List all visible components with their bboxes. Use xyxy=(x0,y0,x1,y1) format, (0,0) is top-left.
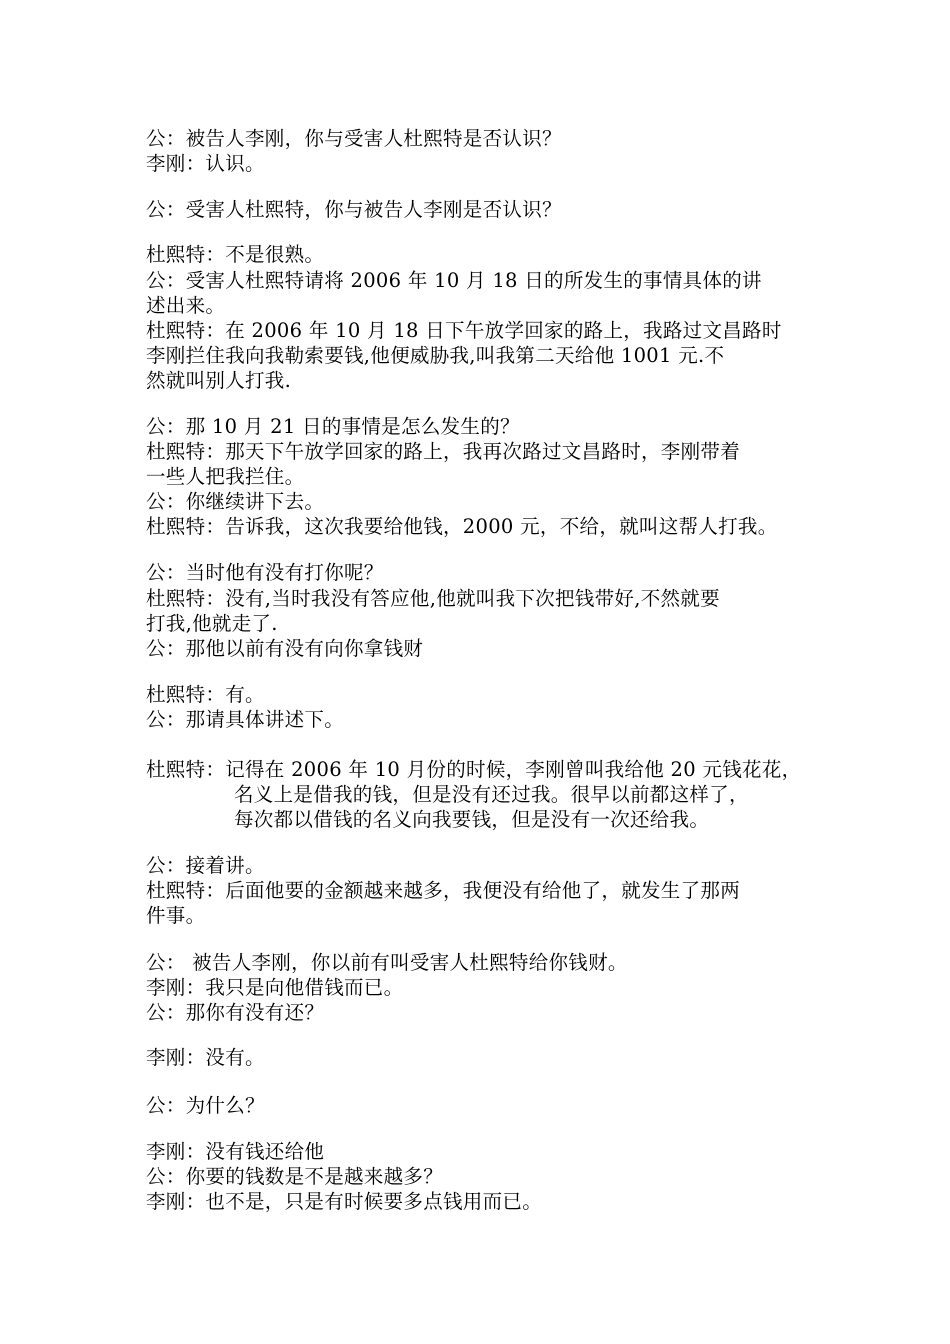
transcript-line: 公：受害人杜熙特请将 2006 年 10 月 18 日的所发生的事情具体的讲 xyxy=(146,269,762,292)
transcript-line: 公：那你有没有还？ xyxy=(146,1001,325,1024)
transcript-line: 公：那 10 月 21 日的事情是怎么发生的？ xyxy=(146,415,520,438)
transcript-line: 杜熙特：那天下午放学回家的路上，我再次路过文昌路时，李刚带着 xyxy=(146,440,741,463)
transcript-line: 李刚拦住我向我勒索要钱,他便威胁我,叫我第二天给他 1001 元.不 xyxy=(146,344,725,367)
transcript-line: 公：你要的钱数是不是越来越多？ xyxy=(146,1165,444,1188)
transcript-line: 一些人把我拦住。 xyxy=(146,465,305,488)
transcript-line: 然就叫别人打我. xyxy=(146,369,292,392)
transcript-line: 件事。 xyxy=(146,904,206,927)
transcript-line: 公：为什么？ xyxy=(146,1094,265,1117)
transcript-line: 李刚：我只是向他借钱而已。 xyxy=(146,976,404,999)
transcript-line: 公：接着讲。 xyxy=(146,854,265,877)
transcript-line: 名义上是借我的钱，但是没有还过我。很早以前都这样了， xyxy=(234,783,749,806)
transcript-line: 杜熙特：有。 xyxy=(146,683,265,706)
transcript-line: 公：被告人李刚，你与受害人杜熙特是否认识？ xyxy=(146,127,562,150)
transcript-line: 杜熙特：后面他要的金额越来越多，我便没有给他了，就发生了那两 xyxy=(146,879,741,902)
transcript-line: 李刚：认识。 xyxy=(146,152,265,175)
transcript-line: 公：那他以前有没有向你拿钱财 xyxy=(146,637,424,660)
transcript-line: 公：受害人杜熙特，你与被告人李刚是否认识？ xyxy=(146,198,562,221)
transcript-line: 公：那请具体讲述下。 xyxy=(146,708,345,731)
transcript-line: 李刚：没有钱还给他 xyxy=(146,1140,325,1163)
transcript-line: 杜熙特：不是很熟。 xyxy=(146,243,325,266)
transcript-line: 杜熙特：记得在 2006 年 10 月份的时候，李刚曾叫我给他 20 元钱花花， xyxy=(146,758,802,781)
transcript-line: 打我,他就走了. xyxy=(146,612,278,635)
transcript-line: 杜熙特：在 2006 年 10 月 18 日下午放学回家的路上，我路过文昌路时 xyxy=(146,319,782,342)
transcript-line: 公：当时他有没有打你呢？ xyxy=(146,561,384,584)
transcript-line: 公：你继续讲下去。 xyxy=(146,490,325,513)
transcript-line: 杜熙特：没有,当时我没有答应他,他就叫我下次把钱带好,不然就要 xyxy=(146,587,720,610)
transcript-line: 公： 被告人李刚，你以前有叫受害人杜熙特给你钱财。 xyxy=(146,951,628,974)
transcript-line: 李刚：没有。 xyxy=(146,1046,265,1069)
transcript-line: 述出来。 xyxy=(146,294,226,317)
transcript-line: 杜熙特：告诉我，这次我要给他钱，2000 元，不给，就叫这帮人打我。 xyxy=(146,515,778,538)
transcript-line: 李刚：也不是，只是有时候要多点钱用而已。 xyxy=(146,1190,543,1213)
transcript-line: 每次都以借钱的名义向我要钱，但是没有一次还给我。 xyxy=(234,808,710,831)
